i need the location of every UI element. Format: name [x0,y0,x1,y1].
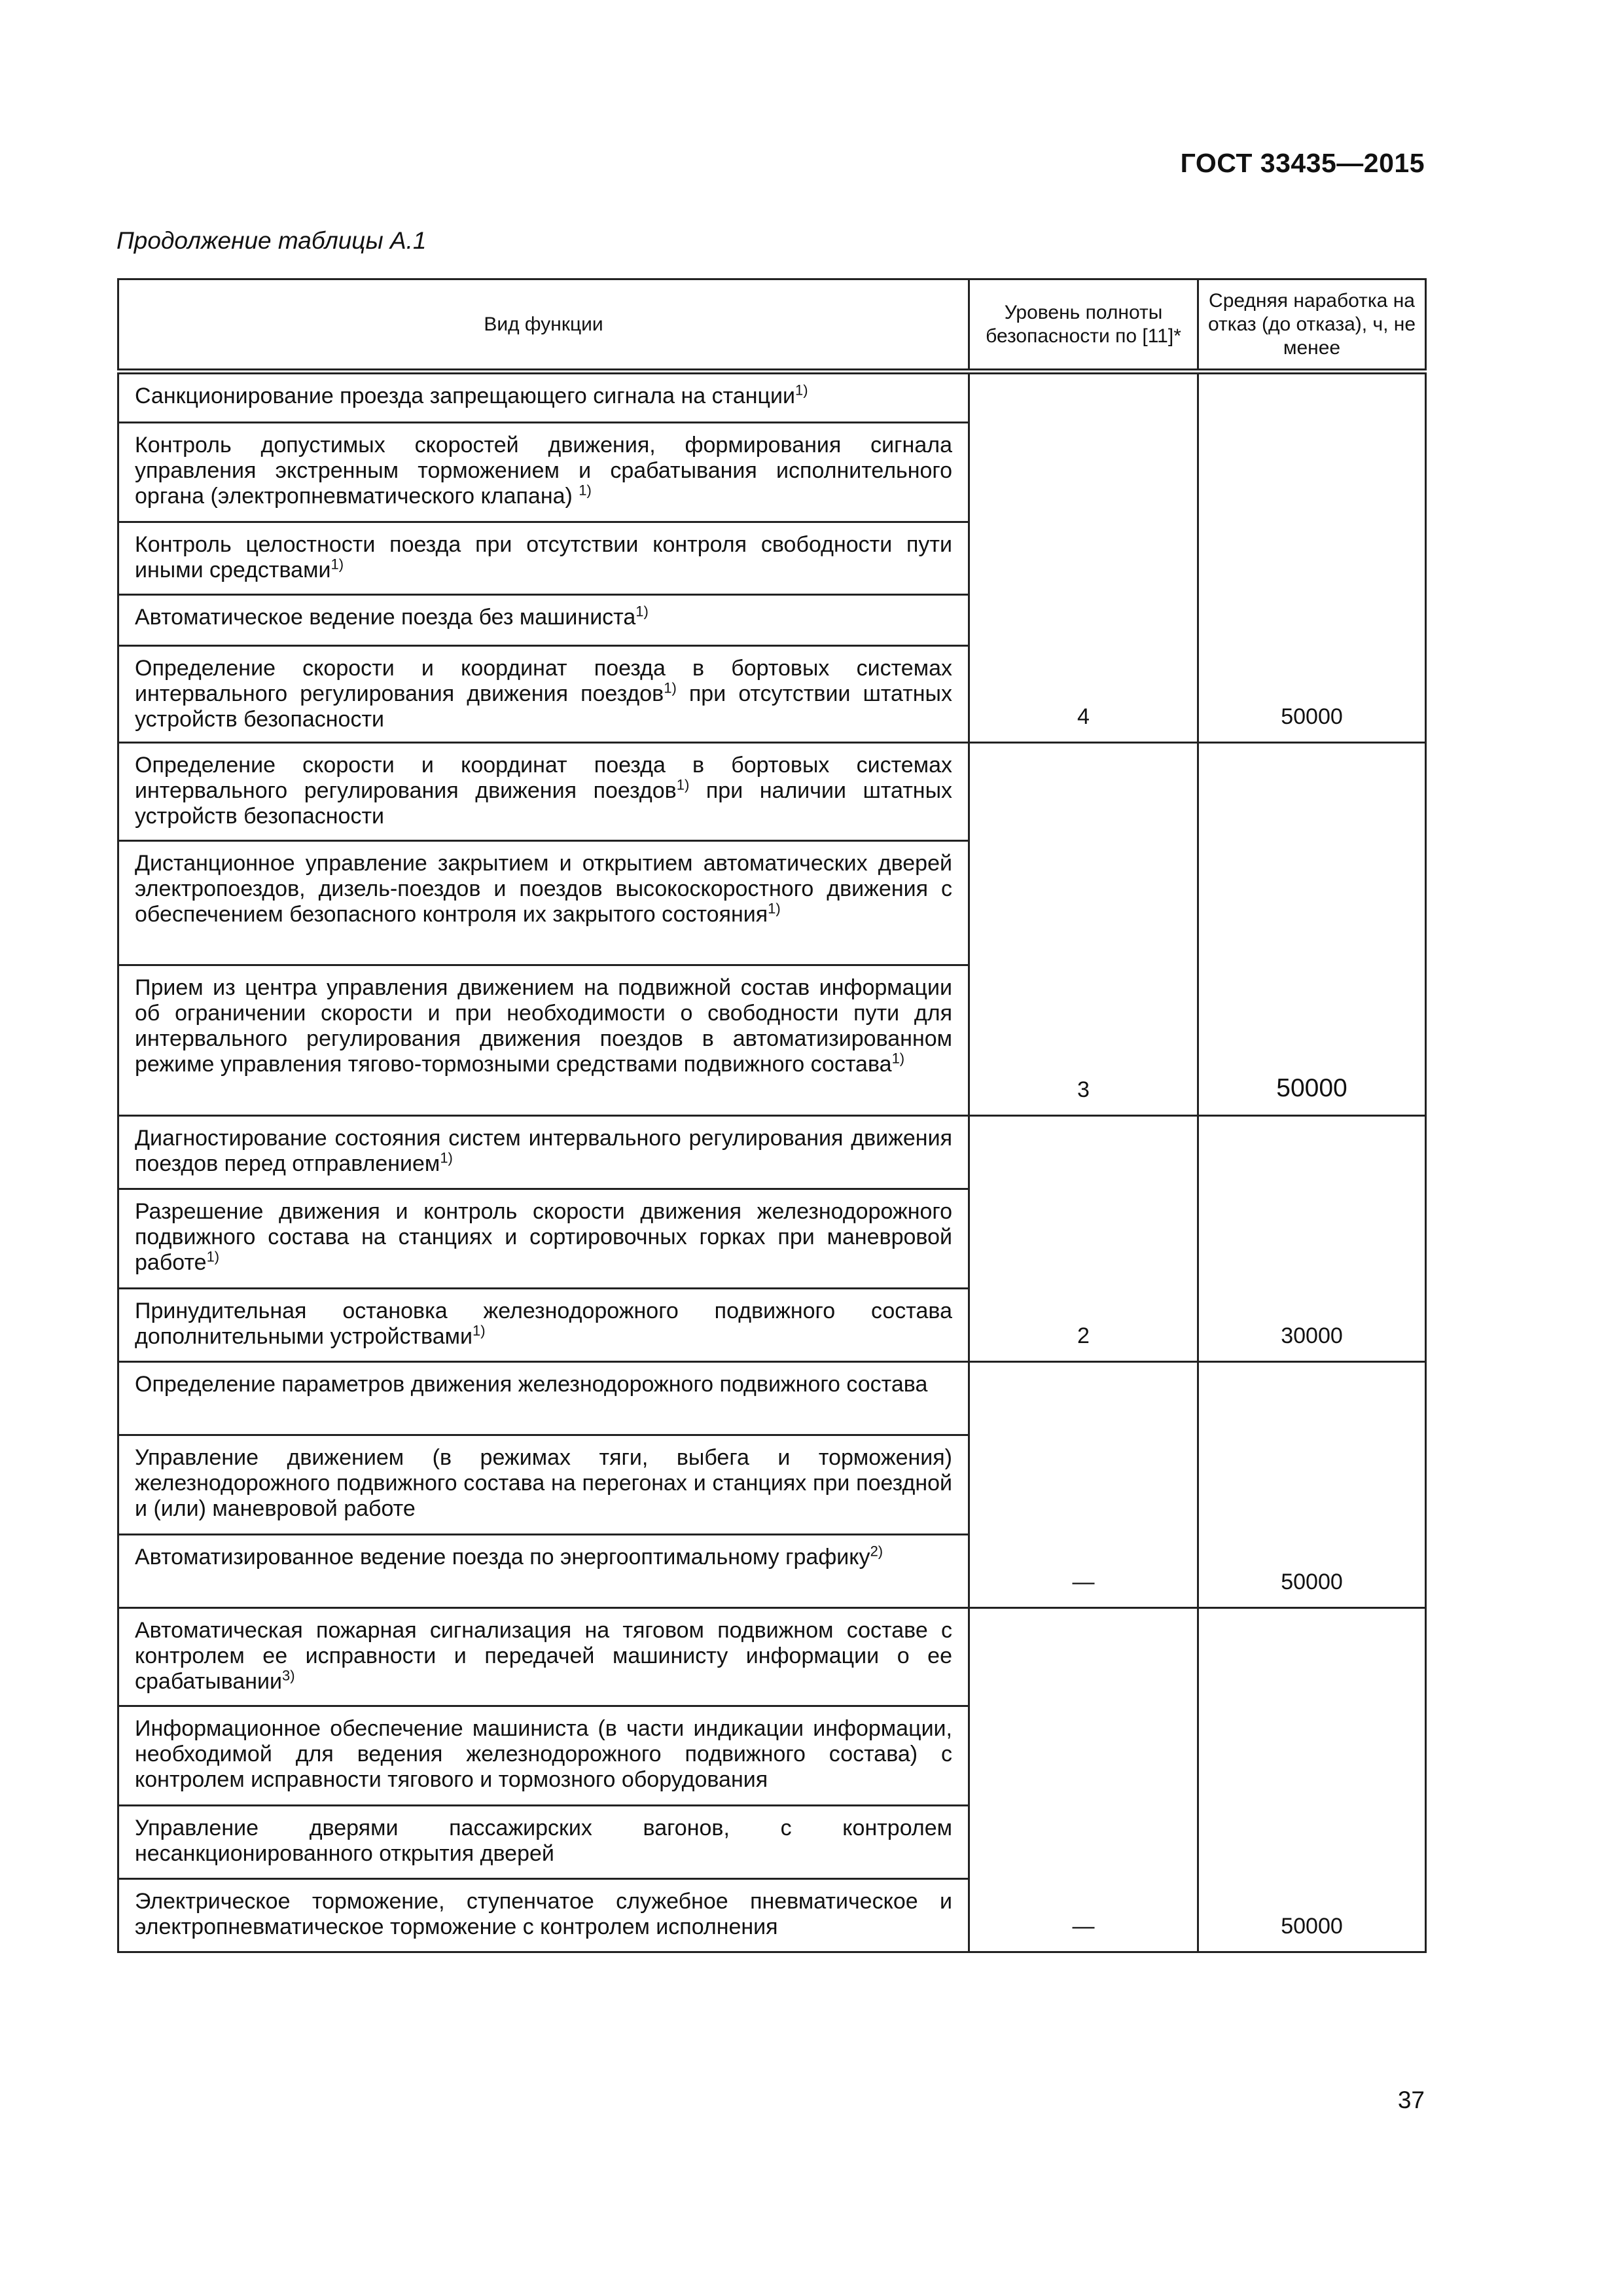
mtbf-cell: 30000 [1198,1116,1426,1362]
footnote-marker: 1) [579,482,592,499]
footnote-marker: 1) [676,776,690,793]
footnote-marker: 1) [206,1248,220,1265]
function-cell [118,1608,969,1706]
function-cell [118,423,969,522]
table-body [118,372,1426,1952]
document-code: ГОСТ 33435—2015 [1180,148,1425,178]
footnote-marker: 1) [635,603,649,620]
function-cell [118,1289,969,1362]
function-text: Управление дверями пассажирских вагонов, с контролем несанкционированного открытия дверей [135,1816,952,1866]
function-text: Управление движением (в режимах тяги, выбега и торможения) железнодорожного подвижного состава на перегонах и станциях при поездной и (или) маневровой работе [135,1445,952,1521]
function-cell [118,646,969,743]
mtbf-cell: 50000 [1198,1362,1426,1608]
table-row [118,1362,1426,1435]
function-text: Диагностирование состояния систем интервального регулирования движения поездов перед отправлением [135,1126,952,1176]
mtbf-cell: 50000 [1198,1608,1426,1952]
function-text-tail: при наличии штатных устройств безопасности [135,778,953,829]
function-text: Прием из центра управления движением на подвижной состав информации об ограничении скорости и при необходимости о свободности пути для интервального регулирования движения поездов в автоматизированном режиме управления тягово-тормозными средствами подвижного состава [135,975,952,1077]
table-row [118,743,1426,841]
mtbf-cell: 50000 [1198,743,1426,1116]
function-cell [118,965,969,1116]
function-text: Информационное обеспечение машиниста (в части индикации информации, необходимой для ведения железнодорожного подвижного состава) с контролем исправности тягового и тормозного оборудования [135,1716,952,1792]
function-cell [118,522,969,595]
footnote-marker: 1) [330,556,344,573]
footnote-marker: 1) [440,1149,453,1166]
function-text: Контроль допустимых скоростей движения, формирования сигнала управления экстренным торможением и срабатывания исполнительного органа (электропневматического клапана) [135,433,952,509]
function-cell [118,1189,969,1289]
page-number: 37 [1397,2087,1425,2113]
safety-level-cell: 3 [969,743,1198,1116]
column-header-mtbf: Средняя наработка на отказ (до отказа), ч, не менее [1198,279,1426,372]
column-header-function: Вид функции [118,279,969,372]
footnote-marker: 1) [664,679,677,696]
function-cell [118,743,969,841]
table-header [118,279,1426,372]
function-text: Определение скорости и координат поезда в бортовых системах интервального регулирования движения поездов [135,753,952,803]
function-cell [118,1806,969,1879]
function-text: Санкционирование проезда запрещающего сигнала на станции [135,384,795,408]
mtbf-cell: 50000 [1198,372,1426,743]
function-text: Дистанционное управление закрытием и открытием автоматических дверей электропоездов, дизель-поездов и поездов высокоскоростного движения с обеспечением безопасного контроля их закрытого состояния [135,851,952,927]
function-cell [118,1435,969,1535]
function-cell [118,1362,969,1435]
function-text: Электрическое торможение, ступенчатое служебное пневматическое и электропневматическое торможение с контролем исполнения [135,1889,952,1939]
function-cell [118,1879,969,1952]
table-row [118,1608,1426,1706]
safety-level-cell: 4 [969,372,1198,743]
footnote-marker: 1) [473,1322,486,1339]
function-cell [118,1535,969,1608]
function-text: Определение скорости и координат поезда в бортовых системах интервального регулирования движения поездов [135,656,952,706]
safety-functions-table [117,278,1427,1953]
footnote-marker: 1) [768,900,781,917]
footnote-marker: 2) [870,1543,883,1560]
function-text: Определение параметров движения железнодорожного подвижного состава [135,1372,928,1397]
function-cell [118,1116,969,1189]
safety-level-cell: — [969,1608,1198,1952]
function-text: Контроль целостности поезда при отсутствии контроля свободности пути иными средствами [135,532,952,583]
function-text: Автоматическая пожарная сигнализация на тяговом подвижном составе с контролем ее исправности и передачей машинисту информации о ее срабатывании [135,1618,952,1694]
safety-level-cell: — [969,1362,1198,1608]
footnote-marker: 1) [891,1050,905,1067]
function-cell [118,595,969,646]
function-cell [118,1706,969,1806]
column-header-sil: Уровень полноты безопасности по [11]* [969,279,1198,372]
table-caption: Продолжение таблицы А.1 [116,227,427,254]
function-text: Разрешение движения и контроль скорости движения железнодорожного подвижного состава на станциях и сортировочных горках при маневровой работе [135,1199,952,1275]
table-row [118,1116,1426,1189]
table-row [118,372,1426,423]
function-text: Принудительная остановка железнодорожного подвижного состава дополнительными устройствами [135,1299,952,1349]
function-cell [118,841,969,965]
function-text: Автоматизированное ведение поезда по энергооптимальному графику [135,1545,870,1570]
footnote-marker: 1) [794,382,808,399]
footnote-marker: 3) [282,1667,295,1684]
function-cell [118,372,969,423]
function-text: Автоматическое ведение поезда без машиниста [135,605,636,630]
function-text-tail: при отсутствии штатных устройств безопасности [135,681,952,732]
safety-level-cell: 2 [969,1116,1198,1362]
